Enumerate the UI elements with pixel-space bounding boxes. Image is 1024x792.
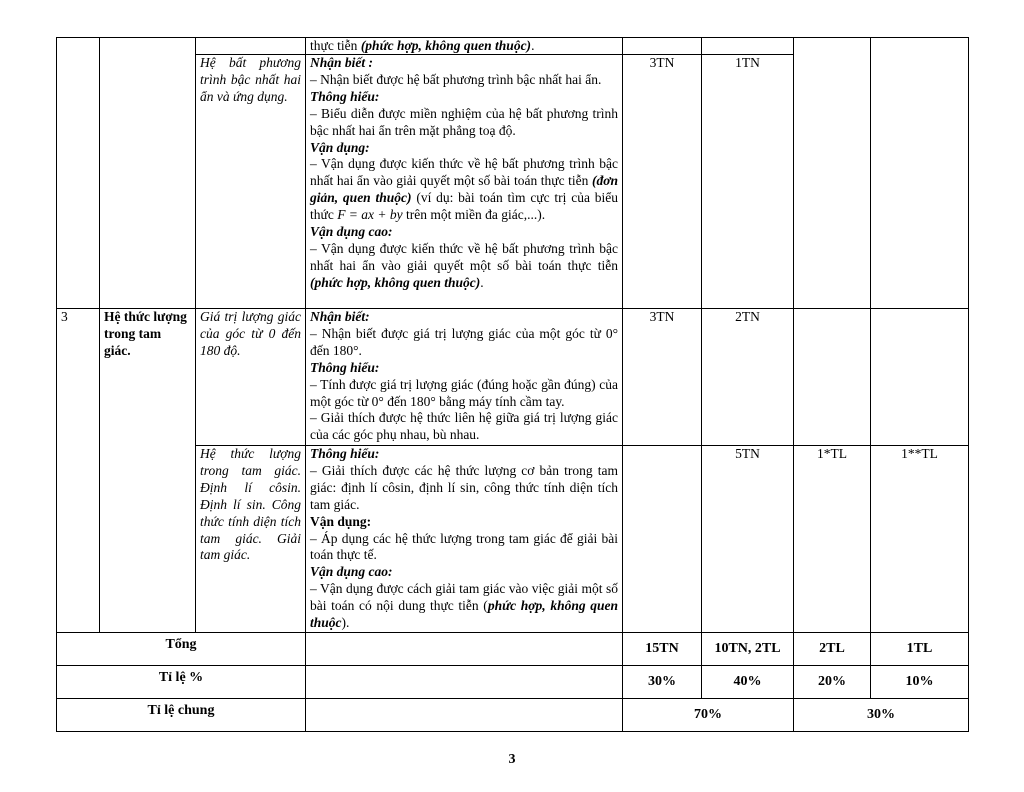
total-understand: 10TN, 2TL: [702, 632, 794, 665]
count-apply-cell: [794, 309, 871, 446]
count-advanced-cell: [871, 38, 969, 309]
total-advanced: 1TL: [871, 632, 969, 665]
count-recognize-cell: 3TN: [623, 309, 702, 446]
requirement-cell: Nhận biết: – Nhận biết được giá trị lượng giác của một góc từ 0° đến 180°. Thông hiểu: – Tính được giá trị lượng giác (đúng hoặc gần đúng) của một góc từ 0° đến 180° bằng máy tính cầm tay. – Giải thích được hệ thức liên hệ giữa giá trị lượng giác của các góc phụ nhau, bù nhau.: [306, 309, 623, 446]
total-label: Tổng: [57, 632, 306, 665]
level-label-advanced: Vận dụng cao:: [310, 564, 393, 580]
requirement-cell: thực tiễn (phức hợp, không quen thuộc).: [306, 38, 623, 55]
level-label-understand: Thông hiểu:: [310, 446, 380, 461]
percent-advanced: 10%: [871, 665, 969, 698]
count-advanced-cell: 1**TL: [871, 446, 969, 633]
stt-cell: [57, 38, 100, 309]
general-percent-low: 70%: [623, 698, 794, 731]
level-label-understand: Thông hiểu:: [310, 359, 380, 375]
count-recognize-cell: [623, 446, 702, 633]
percent-row: [57, 665, 969, 698]
count-advanced-cell: [871, 309, 969, 446]
chapter-cell: [100, 38, 196, 309]
level-label-apply: Vận dụng:: [310, 139, 370, 155]
percent-label: Tỉ lệ %: [57, 665, 306, 698]
percent-recognize: 30%: [623, 665, 702, 698]
topic-cell: Hệ thức lượng trong tam giác. Định lí côsin. Định lí sin. Công thức tính diện tích tam giác. Giải tam giác.: [196, 446, 306, 633]
requirement-cell: Nhận biết : – Nhận biết được hệ bất phương trình bậc nhất hai ẩn. Thông hiểu: – Biểu diễn được miền nghiệm của hệ bất phương trình bậc nhất hai ẩn trên mặt phẳng toạ độ. Vận dụng: – Vận dụng được kiến thức về hệ bất phương trình bậc nhất hai ẩn vào giải quyết một số bài toán thực tiễn (đơn giản, quen thuộc) (ví dụ: bài toán tìm cực trị của biểu thức F = ax + by trên một miền đa giác,...). Vận dụng cao: – Vận dụng được kiến thức về hệ bất phương trình bậc nhất hai ẩn vào giải quyết một số bài toán thực tiễn (phức hợp, không quen thuộc).: [306, 55, 623, 309]
count-understand-cell: 1TN: [702, 55, 794, 309]
total-empty-cell: [306, 632, 623, 665]
table-row-continuation: [57, 38, 969, 55]
count-recognize-cell: [623, 38, 702, 55]
count-recognize-cell: 3TN: [623, 55, 702, 309]
level-label-recognize: Nhận biết :: [310, 55, 374, 70]
level-label-understand: Thông hiểu:: [310, 88, 380, 104]
count-understand-cell: 5TN: [702, 446, 794, 633]
general-empty-cell: [306, 698, 623, 731]
topic-cell: Hệ bất phương trình bậc nhất hai ẩn và ứng dụng.: [196, 55, 306, 309]
topic-cell: Giá trị lượng giác của góc từ 0 đến 180 độ.: [196, 309, 306, 446]
count-apply-cell: [794, 38, 871, 309]
percent-understand: 40%: [702, 665, 794, 698]
chapter-cell: Hệ thức lượng trong tam giác.: [100, 309, 196, 633]
count-apply-cell: 1*TL: [794, 446, 871, 633]
count-understand-cell: [702, 38, 794, 55]
percent-empty-cell: [306, 665, 623, 698]
general-percent-label: Tỉ lệ chung: [57, 698, 306, 731]
total-row: [57, 632, 969, 665]
page-number: 3: [508, 752, 516, 767]
general-percent-high: 30%: [794, 698, 969, 731]
topic-cell: [196, 38, 306, 55]
general-percent-row: [57, 698, 969, 731]
level-label-advanced: Vận dụng cao:: [310, 224, 393, 240]
total-recognize: 15TN: [623, 632, 702, 665]
percent-apply: 20%: [794, 665, 871, 698]
stt-cell: 3: [57, 309, 100, 633]
requirement-cell: Thông hiểu: – Giải thích được các hệ thức lượng cơ bản trong tam giác: định lí côsin, định lí sin, công thức tính diện tích tam giác. Vận dụng: – Áp dụng các hệ thức lượng trong tam giác để giải bài toán thực tế. Vận dụng cao: – Vận dụng được cách giải tam giác vào việc giải một số bài toán có nội dung thực tiễn (phức hợp, không quen thuộc).: [306, 446, 623, 633]
exam-matrix-table: [56, 37, 969, 732]
table-row-gtlg: [57, 309, 969, 446]
level-label-recognize: Nhận biết:: [310, 309, 370, 324]
count-understand-cell: 2TN: [702, 309, 794, 446]
level-label-apply: Vận dụng:: [310, 513, 372, 529]
total-apply: 2TL: [794, 632, 871, 665]
